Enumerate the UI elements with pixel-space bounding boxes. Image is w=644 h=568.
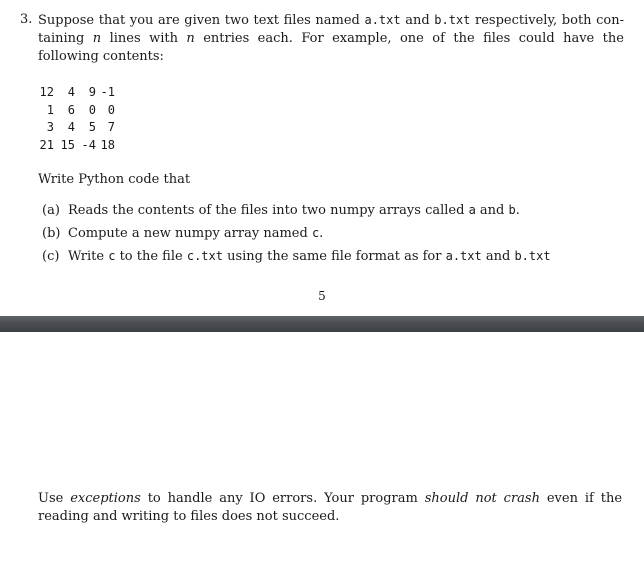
example-file-contents: [38, 84, 115, 154]
matrix-cell: 0: [107, 102, 115, 117]
subpart-a-text1: Reads the contents of the files into two numpy arrays called: [68, 203, 469, 218]
matrix-row: [38, 84, 115, 102]
subpart-b-text: [68, 222, 323, 245]
array-name-b: b: [508, 203, 516, 217]
subpart-c-text2: to the file: [115, 249, 187, 264]
matrix-cell: 21: [39, 137, 54, 152]
page-number: 5: [318, 289, 326, 303]
note-emphasis-exceptions: exceptions: [70, 491, 141, 506]
array-name-c: c: [108, 249, 116, 263]
note-emphasis-should-not-crash: should not crash: [424, 491, 540, 506]
problem-intro-text: [38, 11, 624, 66]
file-name-c: c.txt: [186, 249, 223, 263]
matrix-cell: 0: [88, 102, 96, 117]
subpart-c-text: [68, 245, 551, 268]
problem-intro-part3: lines with: [101, 31, 187, 46]
subpart-marker: (a): [42, 203, 60, 218]
file-name-b: b.txt: [434, 13, 471, 27]
matrix-cell: 6: [67, 102, 75, 117]
matrix-cell: 15: [60, 137, 75, 152]
problem-intro-part2: respectively, both con-taining: [38, 13, 625, 46]
subpart-a-text3: .: [515, 203, 520, 218]
matrix-cell: 1: [46, 102, 54, 117]
problem-intro-part4: entries each. For example, one of the files could have the following contents:: [38, 31, 624, 64]
variable-n-first: n: [92, 31, 102, 46]
matrix-row: [38, 137, 115, 155]
problem-intro-and: and: [400, 13, 435, 28]
file-name-b: b.txt: [514, 249, 551, 263]
subpart-b-text1: Compute a new numpy array named: [68, 226, 312, 241]
subpart-c: [42, 245, 551, 268]
matrix-cell: 4: [67, 85, 75, 99]
array-name-c: c: [311, 226, 320, 240]
problem-statement: [20, 11, 624, 66]
exceptions-note: [38, 490, 622, 526]
matrix-cell: -4: [81, 137, 96, 152]
matrix-cell: 12: [39, 85, 54, 99]
file-name-a: a.txt: [364, 13, 401, 27]
subpart-a-text2: and: [475, 203, 509, 218]
matrix-row: [38, 119, 115, 137]
file-name-a: a.txt: [445, 249, 482, 263]
matrix-cell: 9: [88, 85, 96, 99]
note-text3: even if the reading and writing to files does not succeed.: [38, 491, 623, 524]
subpart-b-text2: .: [319, 226, 324, 241]
matrix-cell: 4: [67, 120, 75, 134]
matrix-cell: 5: [88, 120, 96, 134]
subpart-marker: (b): [42, 226, 61, 241]
document-page-lower: [0, 332, 644, 568]
subpart-c-text4: and: [481, 249, 515, 264]
subpart-a-text: [68, 199, 520, 222]
problem-intro-part1: Suppose that you are given two text files named: [38, 13, 365, 28]
matrix-cell: 18: [100, 137, 115, 152]
problem-number: 3.: [20, 12, 33, 27]
subparts-list: [42, 199, 551, 268]
subpart-c-text1: Write: [68, 249, 109, 264]
matrix-cell: 7: [107, 120, 115, 134]
array-name-a: a: [468, 203, 476, 217]
task-intro: Write Python code that: [38, 172, 191, 187]
note-text2: to handle any IO errors. Your program: [140, 491, 425, 506]
page-separator: [0, 316, 644, 332]
matrix-cell: -1: [100, 85, 115, 99]
subpart-marker: (c): [42, 249, 60, 264]
subpart-c-text3: using the same file format as for: [222, 249, 446, 264]
variable-n-second: n: [186, 31, 195, 46]
note-text1: Use: [38, 491, 71, 506]
matrix-cell: 3: [46, 120, 54, 134]
matrix-row: [38, 102, 115, 120]
subpart-a: [42, 199, 551, 222]
subpart-b: [42, 222, 551, 245]
